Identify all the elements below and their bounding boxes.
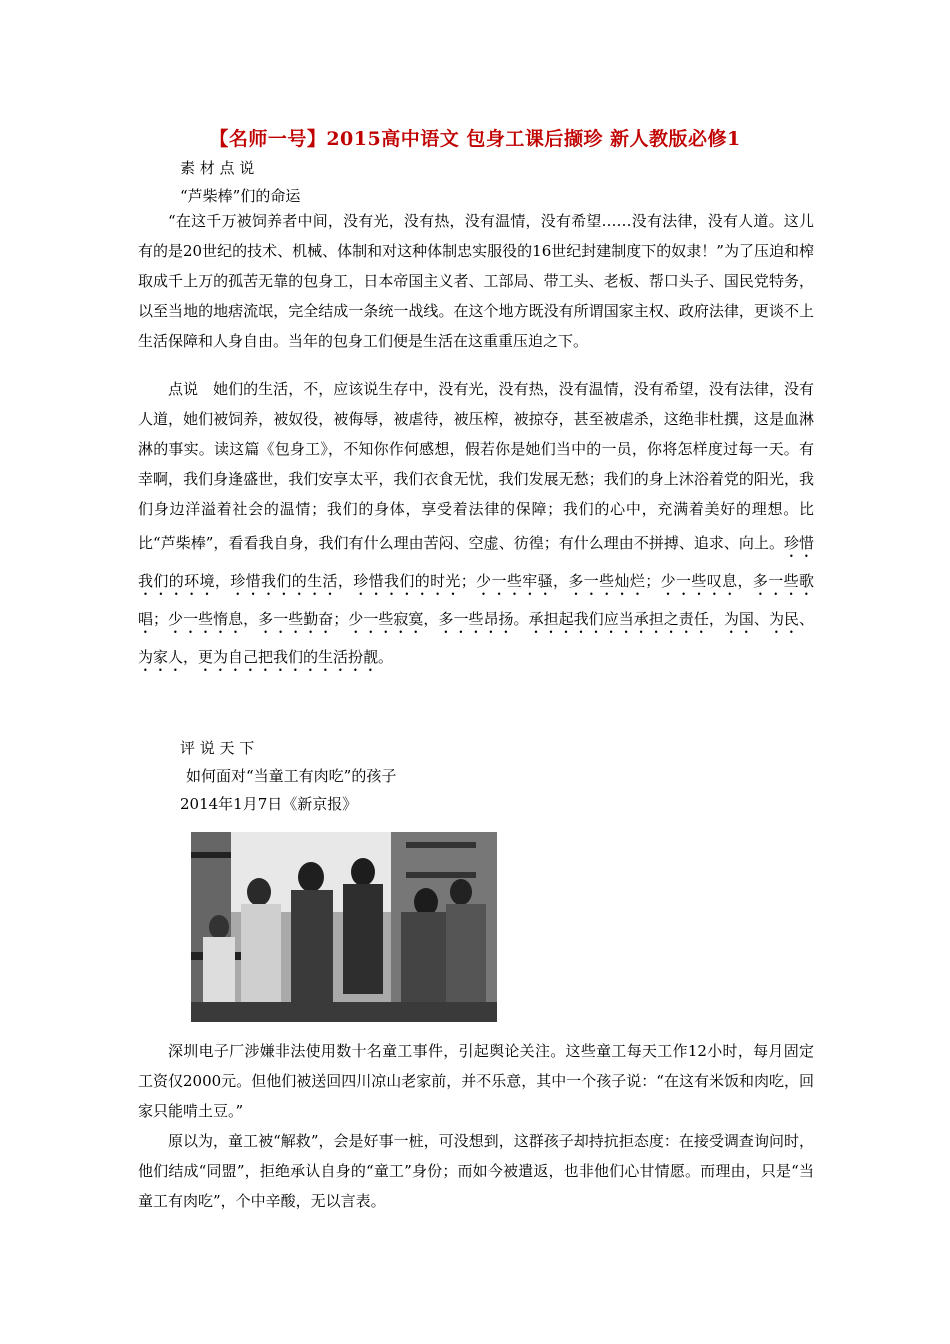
- section-subheading: “芦柴棒”们的命运: [180, 187, 301, 205]
- article-paragraph-1: 深圳电子厂涉嫌非法使用数十名童工事件，引起舆论关注。这些童工每天工作12小时，每月固定工资仅2000元。但他们被送回四川凉山老家前，并不乐意，其中一个孩子说：“在这有米饭和肉吃，回家只能啃土豆。”: [138, 1042, 814, 1120]
- quote-paragraph: “在这千万被饲养者中间，没有光，没有热，没有温情，没有希望……没有法律，没有人道。这儿有的是20世纪的技术、机械、体制和对这种体制忠实服役的16世纪封建制度下的奴隶！”为了压迫和榨取成千上万的孤苦无靠的包身工，日本帝国主义者、工部局、带工头、老板、帮口头子、国民党特务，以至当地的地痞流氓，完全结成一条统一战线。在这个地方既没有所谓国家主权、政府法律，更谈不上生活保障和人身自由。当年的包身工们便是生活在这重重压迫之下。: [138, 212, 814, 350]
- comment-paragraph: [138, 374, 814, 676]
- section-heading-commentary: 评 说 天 下: [180, 739, 255, 757]
- section-heading-material: 素 材 点 说: [180, 159, 255, 177]
- article-title: 如何面对“当童工有肉吃”的孩子: [186, 767, 397, 785]
- article-paragraph-2: 原以为，童工被“解救”，会是好事一桩，可没想到，这群孩子却持抗拒态度：在接受调查询问时，他们结成“同盟”，拒绝承认自身的“童工”身份；而如今被遣返，也非他们心甘情愿。而理由，只是“当童工有肉吃”，个中辛酸，无以言表。: [138, 1132, 814, 1210]
- comment-emphasis-text: 珍惜我们的环境，珍惜我们的生活，珍惜我们的时光；少一些牢骚，多一些灿烂；少一些叹息，多一些歌唱；少一些惰息，多一些勤奋；少一些寂寞，多一些昂扬。承担起我们应当承担之责任，为国、为民、为家人，更为自己把我们的生活扮靓。: [138, 534, 814, 666]
- news-photo: [191, 832, 497, 1022]
- comment-text: 点说 她们的生活，不，应该说生存中，没有光，没有热，没有温情，没有希望，没有法律，没有人道，她们被饲养，被奴役，被侮辱，被虐待，被压榨，被掠夺，甚至被虐杀，这绝非杜撰，这是血淋淋的事实。读这篇《包身工》，不知你作何感想，假若你是她们当中的一员，你将怎样度过每一天。有幸啊，我们身逢盛世，我们安享太平，我们衣食无忧，我们发展无愁；我们的身上沐浴着党的阳光，我们身边洋溢着社会的温情；我们的身体，享受着法律的保障；我们的心中，充满着美好的理想。比比“芦柴棒”，看看我自身，我们有什么理由苦闷、空虚、彷徨；有什么理由不拼搏、追求、向上。: [138, 380, 814, 552]
- document-title: 【名师一号】2015高中语文 包身工课后撷珍 新人教版必修1: [209, 128, 741, 150]
- article-source: 2014年1月7日《新京报》: [180, 795, 358, 813]
